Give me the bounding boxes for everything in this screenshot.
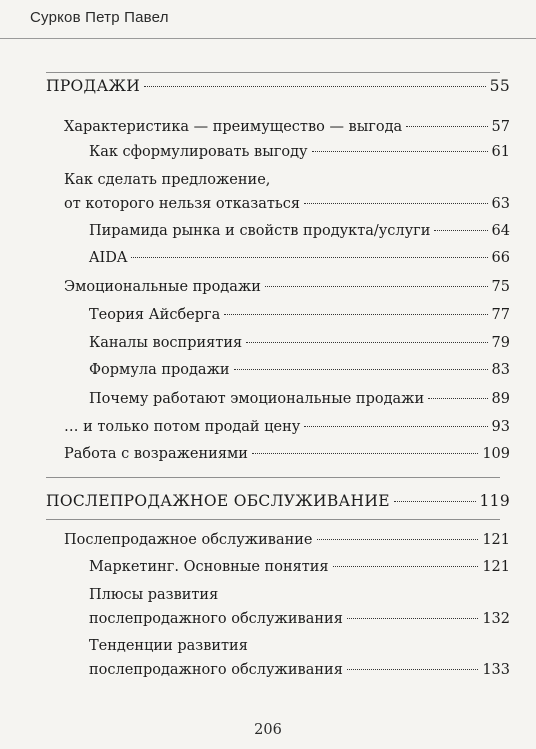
toc-entry: … и только потом продай цену 93 [64,419,510,435]
toc-section-sales: ПРОДАЖИ 55 [46,74,510,98]
dot-leader [252,453,478,454]
toc-entry: Формула продажи 83 [89,362,510,378]
toc-entry: AIDA 66 [89,250,510,266]
page-ref: 55 [489,77,510,95]
dot-leader [234,369,488,370]
toc-entry: Работа с возражениями 109 [64,446,510,462]
dot-leader [131,257,487,258]
toc-entry: Как сделать предложение, от которого нельзя отказаться 63 [64,172,510,212]
dot-leader [312,151,488,152]
toc-entry: Пирамида рынка и свойств продукта/услуги 64 [89,223,510,239]
toc-entry: Плюсы развития послепродажного обслуживания 132 [89,587,510,627]
dot-leader [394,501,476,502]
toc-entry: Характеристика — преимущество — выгода 57 [64,119,510,135]
dot-leader [347,618,478,619]
toc-entry: Маркетинг. Основные понятия 121 [89,559,510,575]
toc-entry: Каналы восприятия 79 [89,335,510,351]
dot-leader [333,566,479,567]
section-divider [46,72,500,73]
dot-leader [406,126,487,127]
toc-entry: Теория Айсберга 77 [89,307,510,323]
dot-leader [304,203,487,204]
dot-leader [428,398,487,399]
dot-leader [265,286,488,287]
dot-leader [224,314,487,315]
dot-leader [246,342,487,343]
toc-entry: Эмоциональные продажи 75 [64,279,510,295]
dot-leader [144,86,486,87]
dot-leader [434,230,487,231]
toc-entry: Тенденции развития послепродажного обслуживания 133 [89,638,510,678]
toc-entry: Почему работают эмоциональные продажи 89 [89,391,510,407]
dot-leader [347,669,478,670]
running-title: Сурков Петр Павел [30,9,169,26]
toc-entry: Послепродажное обслуживание 121 [64,532,510,548]
section-divider [46,519,500,520]
page-ref: 119 [479,492,510,510]
toc-section-after-sales: ПОСЛЕПРОДАЖНОЕ ОБСЛУЖИВАНИЕ 119 [46,489,510,513]
toc-entry: Как сформулировать выгоду 61 [89,144,510,160]
dot-leader [304,426,487,427]
section-divider [46,477,500,478]
page-number: 206 [254,722,282,738]
dot-leader [317,539,479,540]
running-header [0,0,536,39]
